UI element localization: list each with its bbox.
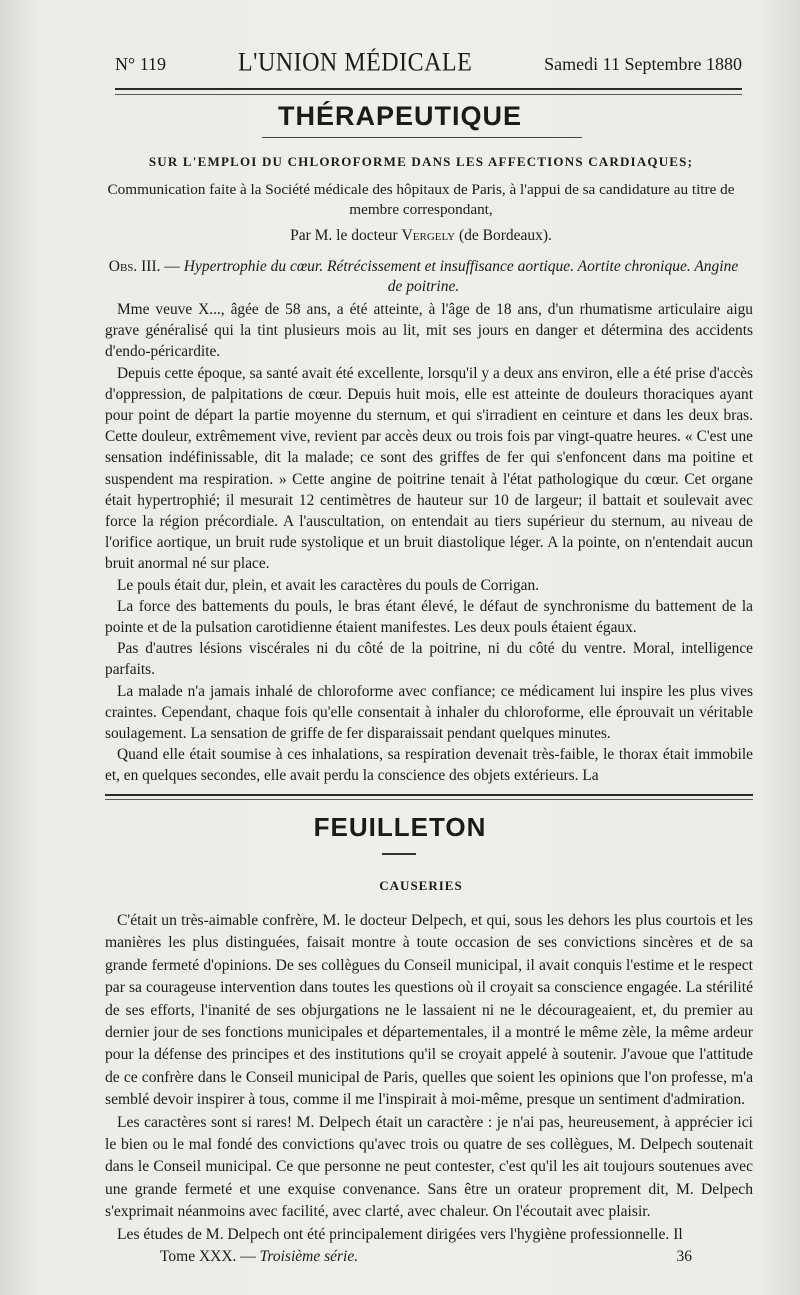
tome-label: Tome XXX. — Troisième série.: [160, 1248, 359, 1265]
header-rule: [115, 88, 742, 95]
article-title: SUR L'EMPLOI DU CHLOROFORME DANS LES AFFECTIONS CARDIAQUES;: [148, 154, 694, 169]
paragraph: Les caractères sont si rares! M. Delpech était un caractère : je n'ai pas, heureusement, à apprécier ici le bien ou le mal fondé des convictions qu'avec trois ou quatre de ses collègues, M. Delpech soutenait dans le Conseil municipal. Ce que personne ne peut contester, c'est qu'il les ait toujours soutenues avec une grande fermeté et une exquise convenance. Sans être un orateur proprement dit, M. Delpech s'exprimait néanmoins avec facilité, avec clarté, avec chaleur. On l'écoutait avec plaisir.: [105, 1113, 753, 1221]
page-header: [115, 50, 742, 84]
paragraph: Mme veuve X..., âgée de 58 ans, a été atteinte, à l'âge de 18 ans, d'un rhumatisme articulaire aigu grave généralisé qui la tint plusieurs mois au lit, mit ses jours en danger et détermina des accidents d'endo-péricardite.: [105, 301, 753, 361]
paragraph: Pas d'autres lésions viscérales ni du côté de la poitrine, ni du côté du ventre. Moral, intelligence parfaits.: [105, 640, 753, 679]
paragraph: Le pouls était dur, plein, et avait les caractères du pouls de Corrigan.: [117, 576, 540, 594]
paragraph: C'était un très-aimable confrère, M. le docteur Delpech, et qui, sous les dehors les plus courtois et les manières les plus distinguées, faisait montre à toute occasion de ses convictions sincères et de sa grande fermeté d'opinions. De ses collègues du Conseil municipal, il avait conquis l'estime et le respect par sa courageuse intervention dans toutes les questions où il croyait sa conscience engagée. La stérilité de ses efforts, l'inanité de ses objurgations ne le lassaient ni ne le décourageaient, et, du premier au dernier jour de ses fonctions municipales et départementales, il a montré le même zèle, la même ardeur pour la défense des principes et des institutions qu'il se croyait appelé à soutenir. J'avoue que l'attitude de ce confrère dans le Conseil municipal de Paris, quelles que soient les opinions que l'on professe, m'a semblé devoir inspirer à tous, comme il me l'inspirait à moi-même, presque un sentiment d'admiration.: [105, 912, 753, 1109]
communication-note: Communication faite à la Société médicale des hôpitaux de Paris, à l'appui de sa candidature au titre de membre correspondant,: [107, 181, 735, 218]
paragraph: Depuis cette époque, sa santé avait été excellente, lorsqu'il y a deux ans environ, elle a été prise d'accès d'oppression, de palpitations de cœur. Depuis huit mois, elle est atteinte de douleurs thoraciques ayant pour point de départ la partie moyenne du sternum, et qui s'irradient en ceinture et dans les deux bras. Cette douleur, extrêmement vive, revient par accès deux ou trois fois par vingt-quatre heures. « C'est une sensation indéfinissable, dit la malade; ce sont des griffes de fer qui s'enfoncent dans ma poitine et suspendent ma respiration. » Cette angine de poitrine tenait à l'état pathologique du cœur. Cet organe était hypertrophié; il mesurait 12 centimètres de hauteur sur 10 de largeur; il battait et soulevait avec force la région précordiale. A l'auscultation, on entendait au tiers supérieur du sternum, au niveau de l'orifice aortique, un bruit rude systolique et un bruit diastolique léger. A la pointe, on n'entendait aucun bruit anormal né sur place.: [105, 364, 753, 573]
journal-title: L'UNION MÉDICALE: [237, 48, 473, 78]
heading-underline: [262, 137, 582, 138]
paragraph: La force des battements du pouls, le bras étant élevé, le défaut de synchronisme du battement de la pointe et de la pulsation carotidienne étaient manifestes. Les deux pouls étaient égaux.: [105, 597, 753, 637]
feuilleton-heading: FEUILLETON: [313, 812, 487, 842]
author-name: Vergely: [401, 227, 456, 244]
page-footer: [160, 1248, 692, 1266]
feuilleton-body: [105, 910, 753, 1246]
paragraph: La malade n'a jamais inhalé de chloroforme avec confiance; ce médicament lui inspire les plus vives craintes. Cependant, chaque fois qu'elle consentait à inhaler du chloroforme, elle éprouvait un véritable soulagement. La sensation de griffe de fer disparaissait pendant quelques minutes.: [105, 682, 753, 743]
therapeutique-heading: THÉRAPEUTIQUE: [277, 101, 523, 131]
feuilleton-underline: [382, 853, 416, 855]
paragraph: Les études de M. Delpech ont été principalement dirigées vers l'hygiène professionnelle. Il: [117, 1225, 683, 1243]
issue-number: N° 119: [115, 54, 167, 74]
paragraph: Quand elle était soumise à ces inhalations, sa respiration devenait très-faible, le thorax était immobile et, en quelques secondes, elle avait perdu la conscience des objets extérieurs. La: [105, 746, 753, 785]
causeries-subtitle: CAUSERIES: [379, 878, 463, 893]
observation-title: Obs. III. — Hypertrophie du cœur. Rétrécissement et insuffisance aortique. Aortite chronique. Angine de poitrine.: [108, 258, 739, 295]
therapeutique-body: [105, 299, 753, 787]
feuilleton-rule: [105, 794, 753, 800]
author-line: Par M. le docteur Vergely (de Bordeaux).: [290, 227, 552, 244]
issue-date: Samedi 11 Septembre 1880: [544, 54, 742, 74]
page-number: 36: [676, 1248, 692, 1265]
